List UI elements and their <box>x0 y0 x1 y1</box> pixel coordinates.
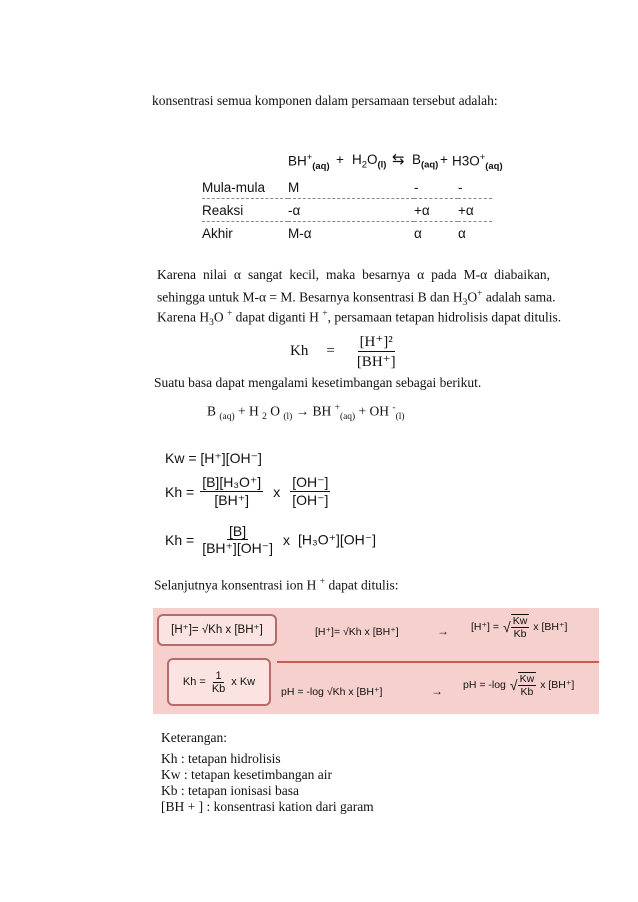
kh-box: Kh = $\frac{1}{Kb}$ x Kw <box>167 658 271 706</box>
divider <box>277 661 599 663</box>
legend-item: Kw : tetapan kesetimbangan air <box>161 767 332 782</box>
formula-box <box>153 608 599 714</box>
equilibrium-arrow-icon: ⇆ <box>392 151 405 168</box>
intro-text: konsentrasi semua komponen dalam persamaan tersebut adalah: <box>152 93 498 108</box>
kh-formula: Kh = $\frac{\text{[H⁺]²}}{[BH^+]}$ <box>290 334 396 370</box>
para-line-2: sehingga untuk M-α = M. Besarnya konsentrasi B dan $H_3O^+$ adalah sama. <box>157 289 556 309</box>
kh-derivation-1: Kh = $\frac{\text{[B][H₃O⁺]}}{[BH^+]}$ x $\frac{[OH^-]}{[OH^-]}$ <box>165 474 329 508</box>
base-text: Suatu basa dapat mengalami kesetimbangan sebagai berikut. <box>154 375 482 390</box>
base-reaction: B $_{(aq)}$ + H $_2$ O $_{(l)}$ → BH +$_{(aq)}$ + OH -$_{(l)}$ <box>207 403 405 423</box>
legend-item: Kb : tetapan ionisasi basa <box>161 783 299 798</box>
para-line-3: Karena $H_3O$ + dapat diganti H +, persamaan tetapan hidrolisis dapat ditulis. <box>157 309 562 329</box>
reaction-table <box>200 148 503 244</box>
h-plus-formula: [H⁺]= √Kh x [BH⁺] <box>315 626 399 638</box>
reaction-equation: $BH^+_{(aq)}$ + $H_2O_{(l)}$ ⇆ $B_{(aq)}$ + $H3O^+_{(aq)}$ <box>288 151 503 173</box>
arrow-icon-2: → <box>431 684 443 698</box>
row-mula-mula: Mula-mula M - - <box>202 176 492 199</box>
kh-derivation-2: Kh = $\frac{[B]}{[BH^+][OH^-]}$ x [H₃O⁺][OH⁻] <box>165 523 377 556</box>
kw-line: Kw = [H⁺][OH⁻] <box>165 450 262 466</box>
ph-formula: pH = -log √Kh x [BH⁺] <box>281 686 383 698</box>
row-akhir: Akhir M-α α α <box>202 225 466 241</box>
row-reaksi: Reaksi -α +α +α <box>202 199 492 222</box>
ph-result: pH = -log √ $\frac{Kw}{Kb}$ x [BH⁺] <box>463 673 575 698</box>
reaction-rows <box>202 176 492 244</box>
next-text: Selanjutnya konsentrasi ion H + dapat ditulis: <box>154 577 399 593</box>
h-plus-box: [H⁺]= √Kh x [BH⁺] <box>157 614 277 646</box>
arrow-icon: → <box>437 624 449 638</box>
h-plus-result: [H⁺] = √ $\frac{Kw}{Kb}$ x [BH⁺] <box>471 615 568 640</box>
legend-title: Keterangan: <box>161 730 227 745</box>
legend-item: [BH + ] : konsentrasi kation dari garam <box>161 799 374 814</box>
legend-item: Kh : tetapan hidrolisis <box>161 751 281 766</box>
para-line-1: Karena nilai α sangat kecil, maka besarnya α pada M-α diabaikan, <box>157 267 550 282</box>
